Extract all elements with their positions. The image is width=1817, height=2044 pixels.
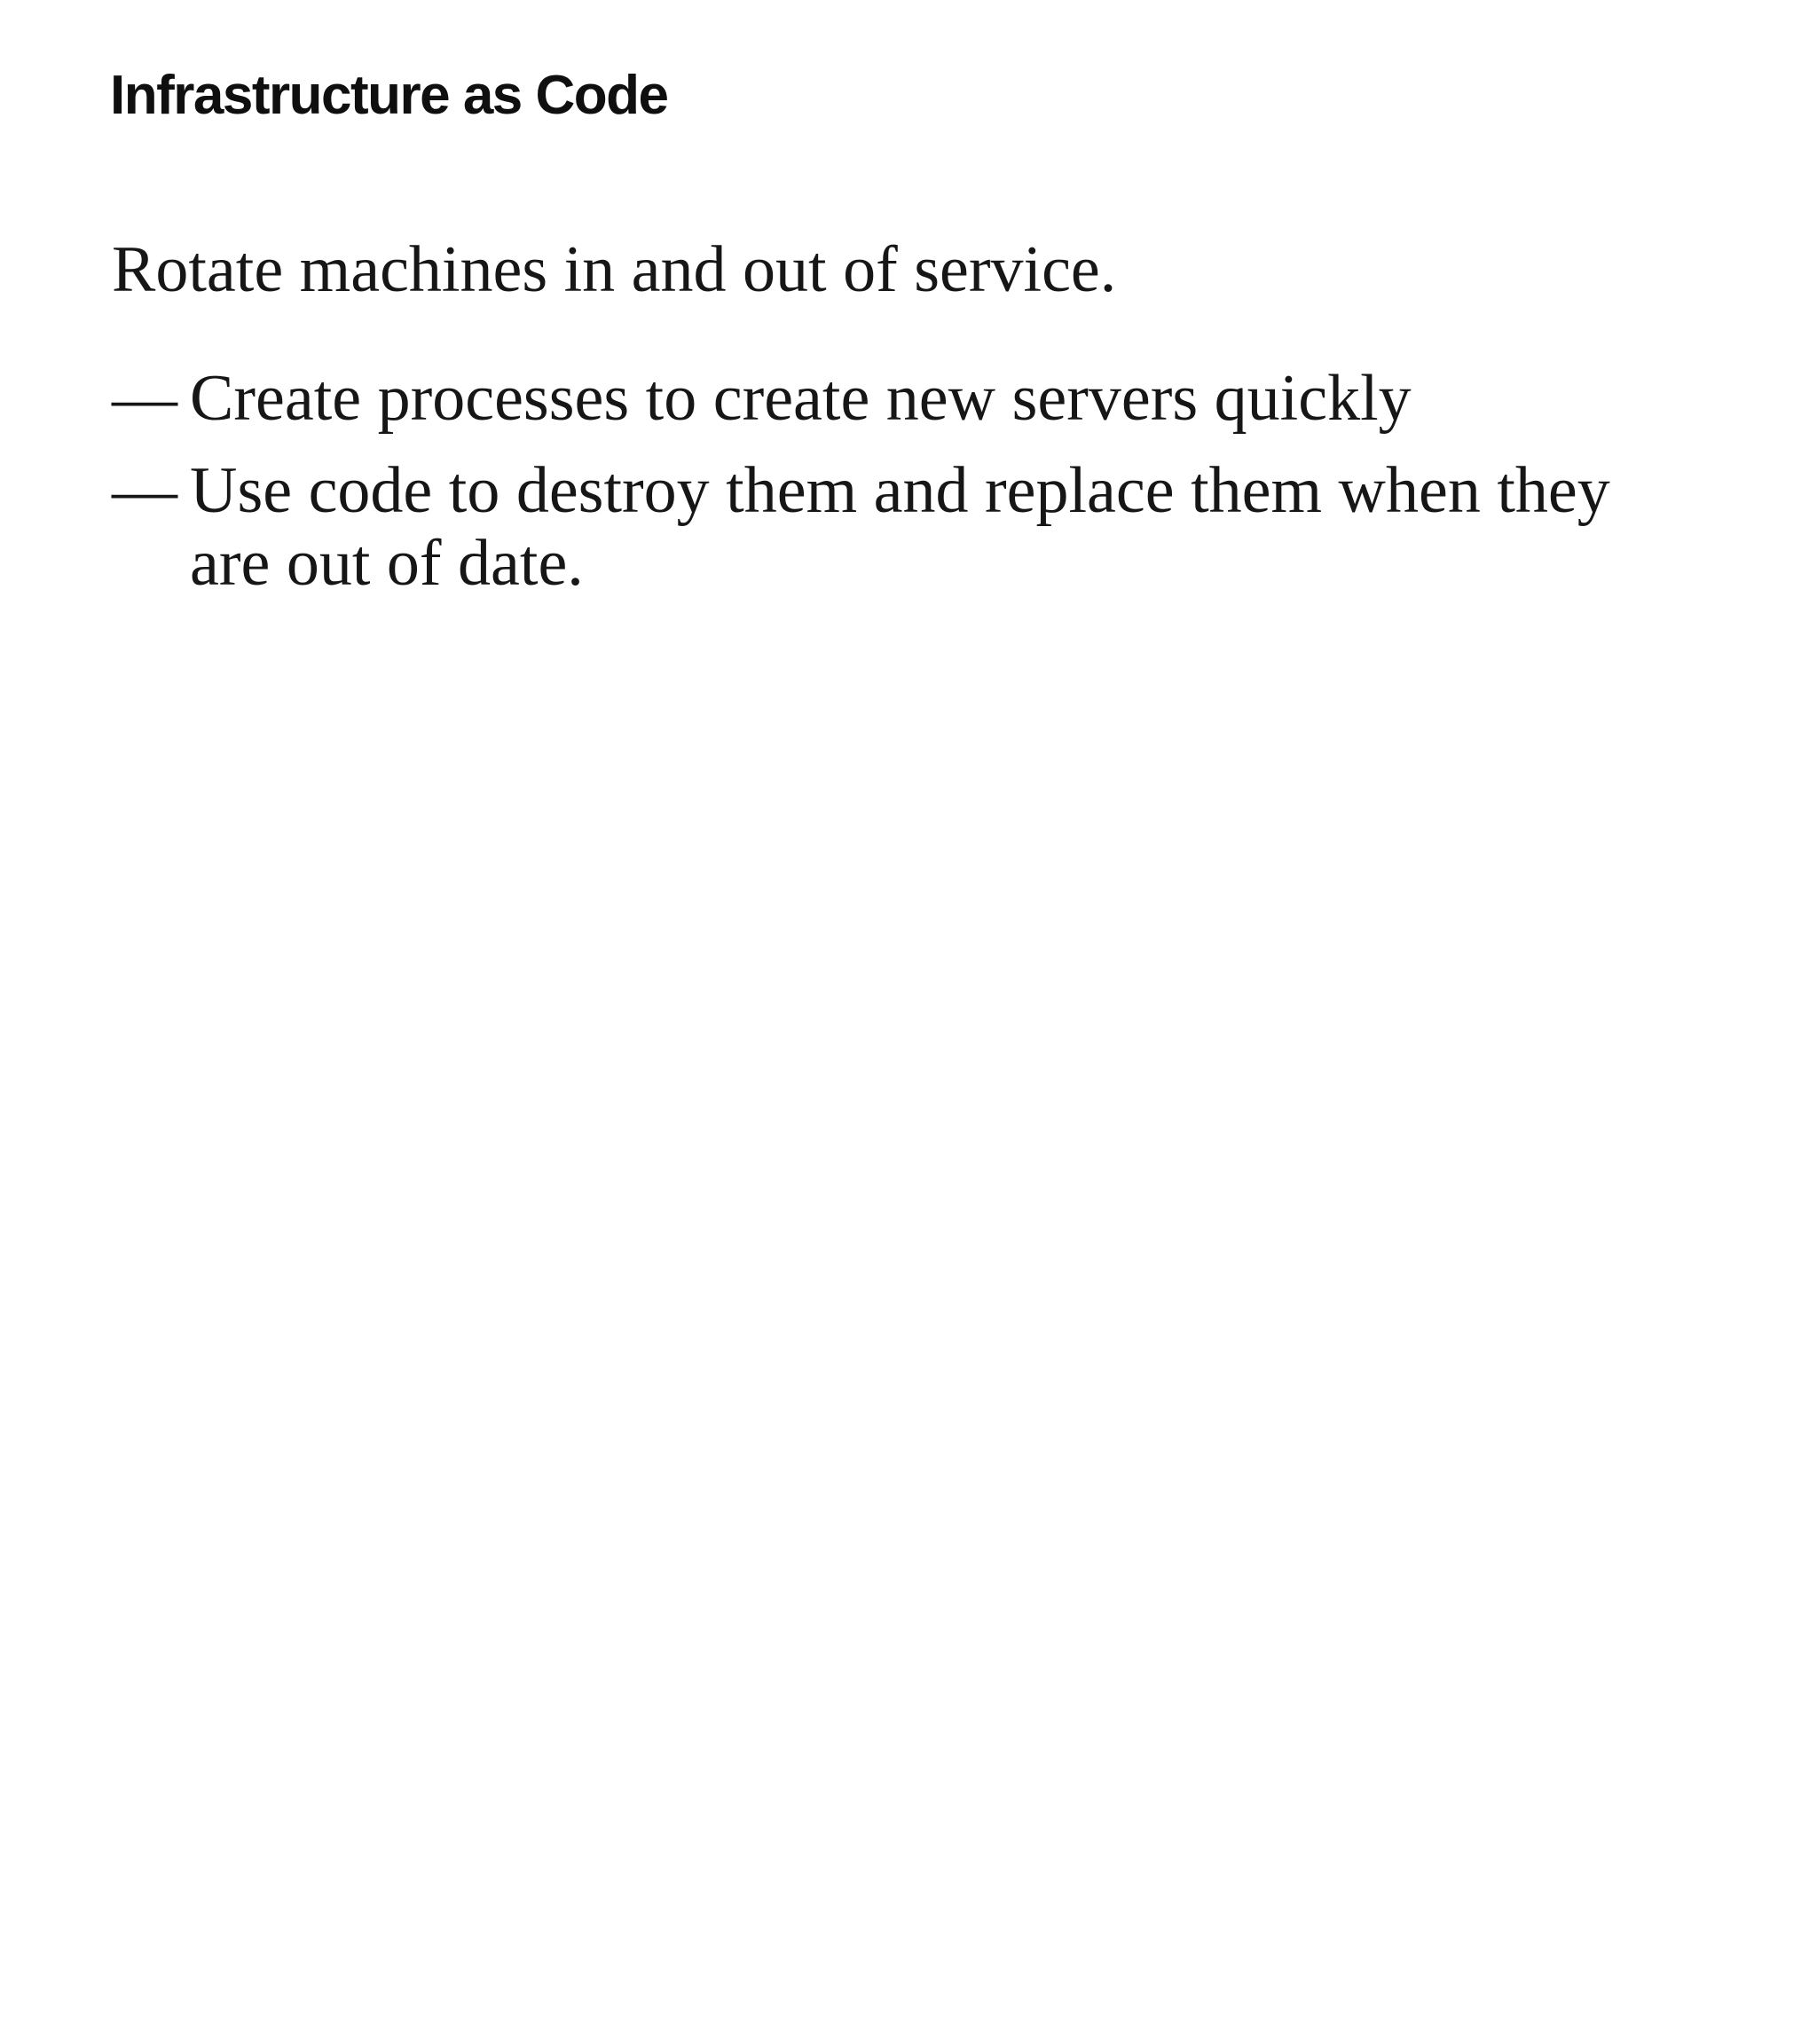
bullet-item bbox=[112, 362, 1673, 435]
slide-title: Infrastructure as Code bbox=[110, 65, 668, 126]
bullet-item bbox=[112, 454, 1673, 600]
bullet-text: Create processes to create new servers quickly bbox=[190, 362, 1412, 435]
bullet-text: Use code to destroy them and replace them when they are out of date. bbox=[190, 454, 1610, 600]
dash-icon: — bbox=[112, 362, 177, 435]
intro-text: Rotate machines in and out of service. bbox=[112, 233, 1117, 306]
dash-icon: — bbox=[112, 454, 177, 527]
bullet-list bbox=[112, 362, 1673, 619]
